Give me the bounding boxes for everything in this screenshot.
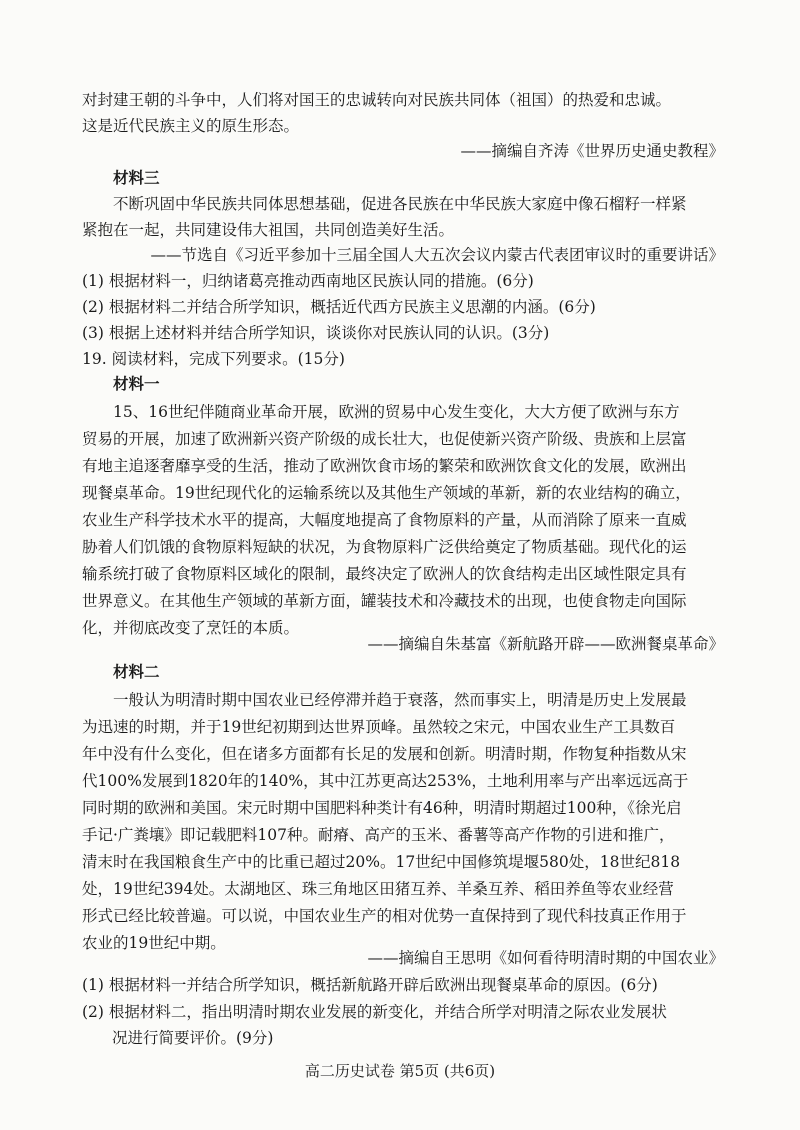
material-heading: 材料三 — [113, 168, 160, 187]
question-item: (3) 根据上述材料并结合所学知识，谈谈你对民族认同的认识。(3分) — [82, 324, 550, 342]
source-citation: ——摘编自王思明《如何看待明清时期的中国农业》 — [367, 949, 724, 967]
question-item: (2) 根据材料二，指出明清时期农业发展的新变化，并结合所学对明清之际农业发展状 — [82, 1003, 667, 1021]
text-line: 代100%发展到1820年的140%，其中江苏更高达253%，土地利用率与产出率远远高于 — [82, 772, 689, 790]
text-line: 对封建王朝的斗争中，人们将对国王的忠诚转向对民族共同体（祖国）的热爱和忠诚。 — [82, 91, 672, 109]
text-line: 清末时在我国粮食生产中的比重已超过20%。17世纪中国修筑堤堰580处，18世纪818 — [82, 853, 681, 871]
text-line: 为迅速的时期，并于19世纪初期到达世界顶峰。虽然较之宋元，中国农业生产工具数百 — [82, 718, 676, 736]
text-line: 农业的19世纪中期。 — [82, 934, 226, 952]
text-line: 年中没有什么变化，但在诸多方面都有长足的发展和创新。明清时期，作物复种指数从宋 — [82, 745, 687, 763]
text-line: 这是近代民族主义的原生形态。 — [82, 117, 300, 135]
material-heading: 材料二 — [113, 662, 160, 681]
text-line: 一般认为明清时期中国农业已经停滞并趋于衰落，然而事实上，明清是历史上发展最 — [113, 691, 687, 709]
text-line: 同时期的欧洲和美国。宋元时期中国肥料种类计有46种，明清时期超过100种，《徐光启 — [82, 799, 682, 817]
question-item: (1) 根据材料一并结合所学知识，概括新航路开辟后欧洲出现餐桌革命的原因。(6分) — [82, 976, 658, 994]
question-item: (1) 根据材料一，归纳诸葛亮推动西南地区民族认同的措施。(6分) — [82, 272, 534, 290]
text-line: 胁着人们饥饿的食物原料短缺的状况，为食物原料广泛供给奠定了物质基础。现代化的运 — [82, 538, 687, 556]
text-line: 世界意义。在其他生产领域的革新方面，罐装技术和冷藏技术的出现，也使食物走向国际 — [82, 592, 687, 610]
text-line: 紧抱在一起，共同建设伟大祖国，共同创造美好生活。 — [82, 221, 455, 239]
text-line: 输系统打破了食物原料区域化的限制，最终决定了欧洲人的饮食结构走出区域性限定具有 — [82, 565, 687, 583]
text-line: 贸易的开展，加速了欧洲新兴资产阶级的成长壮大，也促使新兴资产阶级、贵族和上层富 — [82, 430, 687, 448]
question-number: 19. 阅读材料，完成下列要求。(15分) — [82, 350, 345, 368]
text-line: 处，19世纪394处。太湖地区、珠三角地区田猪互养、羊桑互养、稻田养鱼等农业经营 — [82, 880, 674, 898]
text-line: 农业生产科学技术水平的提高，大幅度地提高了食物原料的产量，从而消除了原来一直威 — [82, 511, 687, 529]
text-line: 有地主追逐奢靡享受的生活，推动了欧洲饮食市场的繁荣和欧洲饮食文化的发展，欧洲出 — [82, 457, 687, 475]
text-line: 手记·广粪壤》即记载肥料107种。耐瘠、高产的玉米、番薯等高产作物的引进和推广， — [82, 826, 675, 844]
source-citation: ——节选自《习近平参加十三届全国人大五次会议内蒙古代表团审议时的重要讲话》 — [150, 246, 724, 264]
text-line: 化，并彻底改变了烹饪的本质。 — [82, 619, 300, 637]
text-line: 15、16世纪伴随商业革命开展，欧洲的贸易中心发生变化，大大方便了欧洲与东方 — [113, 403, 680, 421]
text-line: 不断巩固中华民族共同体思想基础，促进各民族在中华民族大家庭中像石榴籽一样紧 — [113, 195, 687, 213]
text-line: 形式已经比较普遍。可以说，中国农业生产的相对优势一直保持到了现代科技真正作用于 — [82, 907, 687, 925]
material-heading: 材料一 — [113, 374, 160, 393]
text-line: 现餐桌革命。19世纪现代化的运输系统以及其他生产领域的革新，新的农业结构的确立， — [82, 484, 691, 502]
question-item: 况进行简要评价。(9分) — [112, 1029, 274, 1047]
source-citation: ——摘编自朱基富《新航路开辟——欧洲餐桌革命》 — [367, 635, 724, 653]
source-citation: ——摘编自齐涛《世界历史通史教程》 — [460, 142, 724, 160]
question-item: (2) 根据材料二并结合所学知识，概括近代西方民族主义思潮的内涵。(6分) — [82, 298, 596, 316]
page-footer: 高二历史试卷 第5页 (共6页) — [304, 1062, 496, 1080]
